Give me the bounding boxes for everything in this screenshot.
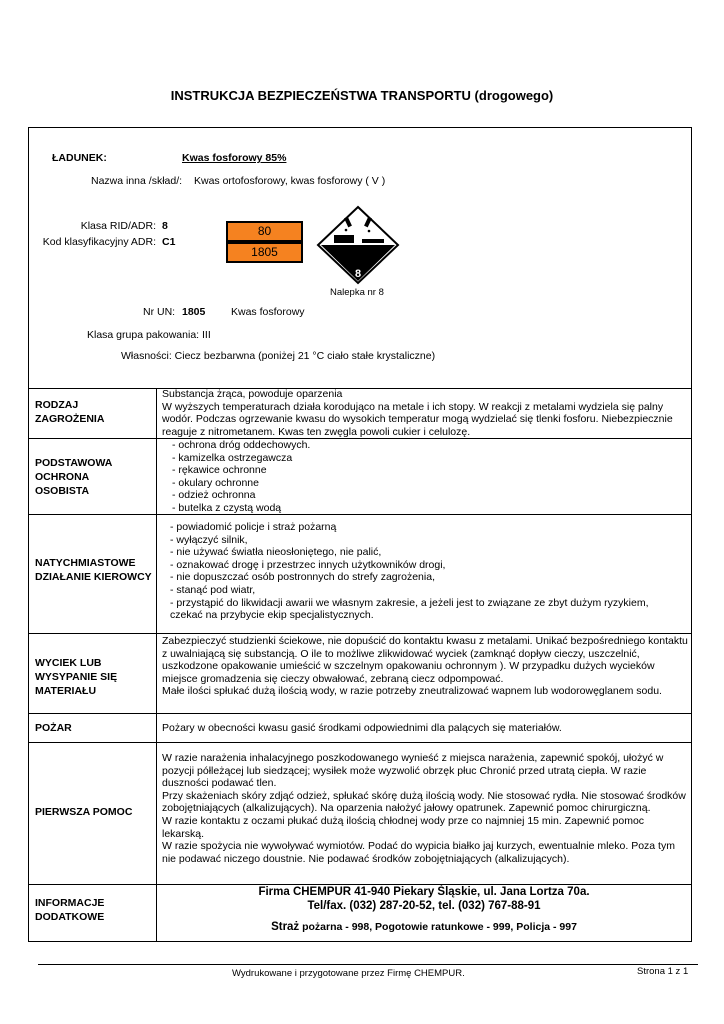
packing-group: Klasa grupa pakowania: III	[87, 329, 211, 341]
class-value: 8	[162, 220, 168, 232]
corroded-plate-icon	[334, 235, 354, 243]
company-phones: Tel/fax. (032) 287-20-52, tel. (032) 767-88-91	[307, 900, 541, 912]
table-divider	[28, 633, 692, 634]
spill-label: WYCIEK LUB WYSYPANIE SIĘ MATERIAŁU	[35, 657, 118, 697]
page-title: INSTRUKCJA BEZPIECZEŃSTWA TRANSPORTU (drogowego)	[170, 88, 554, 103]
list-item: - odzież ochronna	[172, 489, 698, 502]
list-item: - butelka z czystą wodą	[172, 502, 698, 515]
protection-label: PODSTAWOWA OCHRONA OSOBISTA	[35, 457, 112, 497]
spill-content	[162, 635, 688, 698]
hazards-line: Substancja żrąca, powoduje oparzenia	[162, 388, 343, 400]
protection-list	[172, 439, 698, 515]
list-item: - wyłączyć silnik,	[170, 534, 670, 547]
page-number: Strona 1 z 1	[637, 966, 689, 977]
table-divider	[28, 742, 692, 743]
list-item: - nie używać światła nieosłoniętego, nie palić,	[170, 546, 670, 559]
cargo-label: ŁADUNEK:	[52, 152, 107, 164]
emergency-numbers: Straż pożarna - 998, Pogotowie ratunkowe - 999, Policja - 997	[271, 921, 577, 933]
list-item: - rękawice ochronne	[172, 464, 698, 477]
un-name: Kwas fosforowy	[231, 306, 305, 318]
list-item: - powiadomić policje i straż pożarną	[170, 521, 670, 534]
info-label: INFORMACJE DODATKOWE	[35, 897, 105, 923]
first-aid-paragraph: W razie narażenia inhalacyjnego poszkodowanego wynieść z miejsca narażenia, zapewnić spokój, ułożyć w pozycji półleżącej lub siedzącej; wysiłek może wyzwolić obrzęk płuc Chronić przed utratą ciepła. W razie duszności podawać tlen.	[162, 752, 664, 790]
sticker-number: 8	[354, 268, 362, 280]
un-number: 1805	[182, 306, 206, 318]
list-item: - stanąć pod wiatr,	[170, 584, 670, 597]
un-label: Nr UN:	[143, 306, 176, 318]
list-item: - okulary ochronne	[172, 477, 698, 490]
code-value: C1	[162, 236, 176, 248]
first-aid-content	[162, 752, 688, 865]
spill-text: Zabezpieczyć studzienki ściekowe, nie dopuścić do kontaktu kwasu z metalami. Unikać bezpośredniego kontaktu z uwalniającą się substancją. O ile to możliwe zlikwidować wyciek (zamknąć dopływ cieczy, uszczelnić, uszkodzone opakowanie umieścić w szczelnym opakowaniu ochronnym ). W przypadku dużych wycieków miejsce gromadzenia się cieczy obwałować, zebraną ciecz odpompować.	[162, 635, 688, 685]
other-name-value: Kwas ortofosforowy, kwas fosforowy ( V )	[194, 175, 386, 187]
hazards-line: W wyższych temperaturach działa korodująco na metale i ich stopy. W reakcji z metalami wydziela się palny wodór. Podczas ogrzewanie kwasu do wysokich temperatur mogą wydzielać się tlenki fosforu. Niebezpiecznie reaguje z nitrometanem. Kwas ten zwęgla powoli cukier i celulozę.	[162, 400, 673, 438]
hazard-number-plate: 80	[226, 221, 303, 242]
list-item: - oznakować drogę i przestrzec innych użytkowników drogi,	[170, 559, 670, 572]
spill-text: Małe ilości spłukać dużą ilością wody, w razie potrzeby zneutralizować wapnem lub wodorowęglanem sodu.	[162, 685, 662, 698]
first-aid-paragraph: Przy skażeniach skóry zdjąć odzież, spłukać skórę dużą ilością wody. Nie stosować rydła. Nie stosować środków zobojętniających (alkalizujących). Na oparzenia nałożyć jałowy opatrunek. Zapewnić pomoc chirurgiczną.	[162, 789, 686, 815]
list-item: - nie dopuszczać osób postronnych do strefy zagrożenia,	[170, 571, 670, 584]
first-aid-paragraph: W razie spożycia nie wywoływać wymiotów. Podać do wypicia białko jaj kurzych, ewentualnie mleko. Poza tym nie podawać niczego doustnie. Nie podawać środków zobojętniających (alkalizujących).	[162, 840, 675, 865]
driver-label: NATYCHMIASTOWE DZIAŁANIE KIEROWCY	[35, 557, 152, 583]
table-divider	[28, 713, 692, 714]
footer-divider	[38, 964, 698, 965]
company-address: Firma CHEMPUR 41-940 Piekary Śląskie, ul. Jana Lortza 70a.	[258, 886, 590, 898]
footer-printed-by: Wydrukowane i przygotowane przez Firmę CHEMPUR.	[232, 968, 465, 979]
hazards-label: RODZAJ ZAGROŻENIA	[35, 399, 105, 425]
table-column-divider	[156, 388, 157, 942]
class-label: Klasa RID/ADR:	[80, 220, 156, 232]
driver-list	[170, 521, 670, 622]
company-info	[156, 885, 692, 934]
fire-text: Pożary w obecności kwasu gasić środkami odpowiednimi dla palących się materiałów.	[162, 722, 562, 734]
sticker-label: Nalepka nr 8	[330, 287, 384, 298]
corroded-hand-icon	[362, 239, 384, 243]
properties: Własności: Ciecz bezbarwna (poniżej 21 °C ciało stałe krystaliczne)	[121, 350, 436, 362]
list-item: - ochrona dróg oddechowych.	[172, 439, 698, 452]
first-aid-label: PIERWSZA POMOC	[35, 806, 133, 818]
list-item: - kamizelka ostrzegawcza	[172, 452, 698, 465]
first-aid-paragraph: W razie kontaktu z oczami płukać dużą ilością chłodnej wody prze co najmniej 15 min. Zapewnić pomoc lekarską.	[162, 814, 645, 840]
hazards-content	[162, 388, 688, 438]
un-number-plate: 1805	[226, 242, 303, 263]
fire-label: POŻAR	[35, 722, 72, 734]
code-label: Kod klasyfikacyjny ADR:	[42, 236, 156, 248]
other-name-label: Nazwa inna /skład/:	[91, 175, 183, 187]
list-item: - przystąpić do likwidacji awarii we własnym zakresie, a jeżeli jest to związane ze zbyt dużym ryzykiem, czekać na przybycie ekip specjalistycznych.	[170, 597, 670, 622]
corrosive-sticker-icon	[316, 205, 400, 285]
cargo-name: Kwas fosforowy 85%	[182, 152, 287, 164]
